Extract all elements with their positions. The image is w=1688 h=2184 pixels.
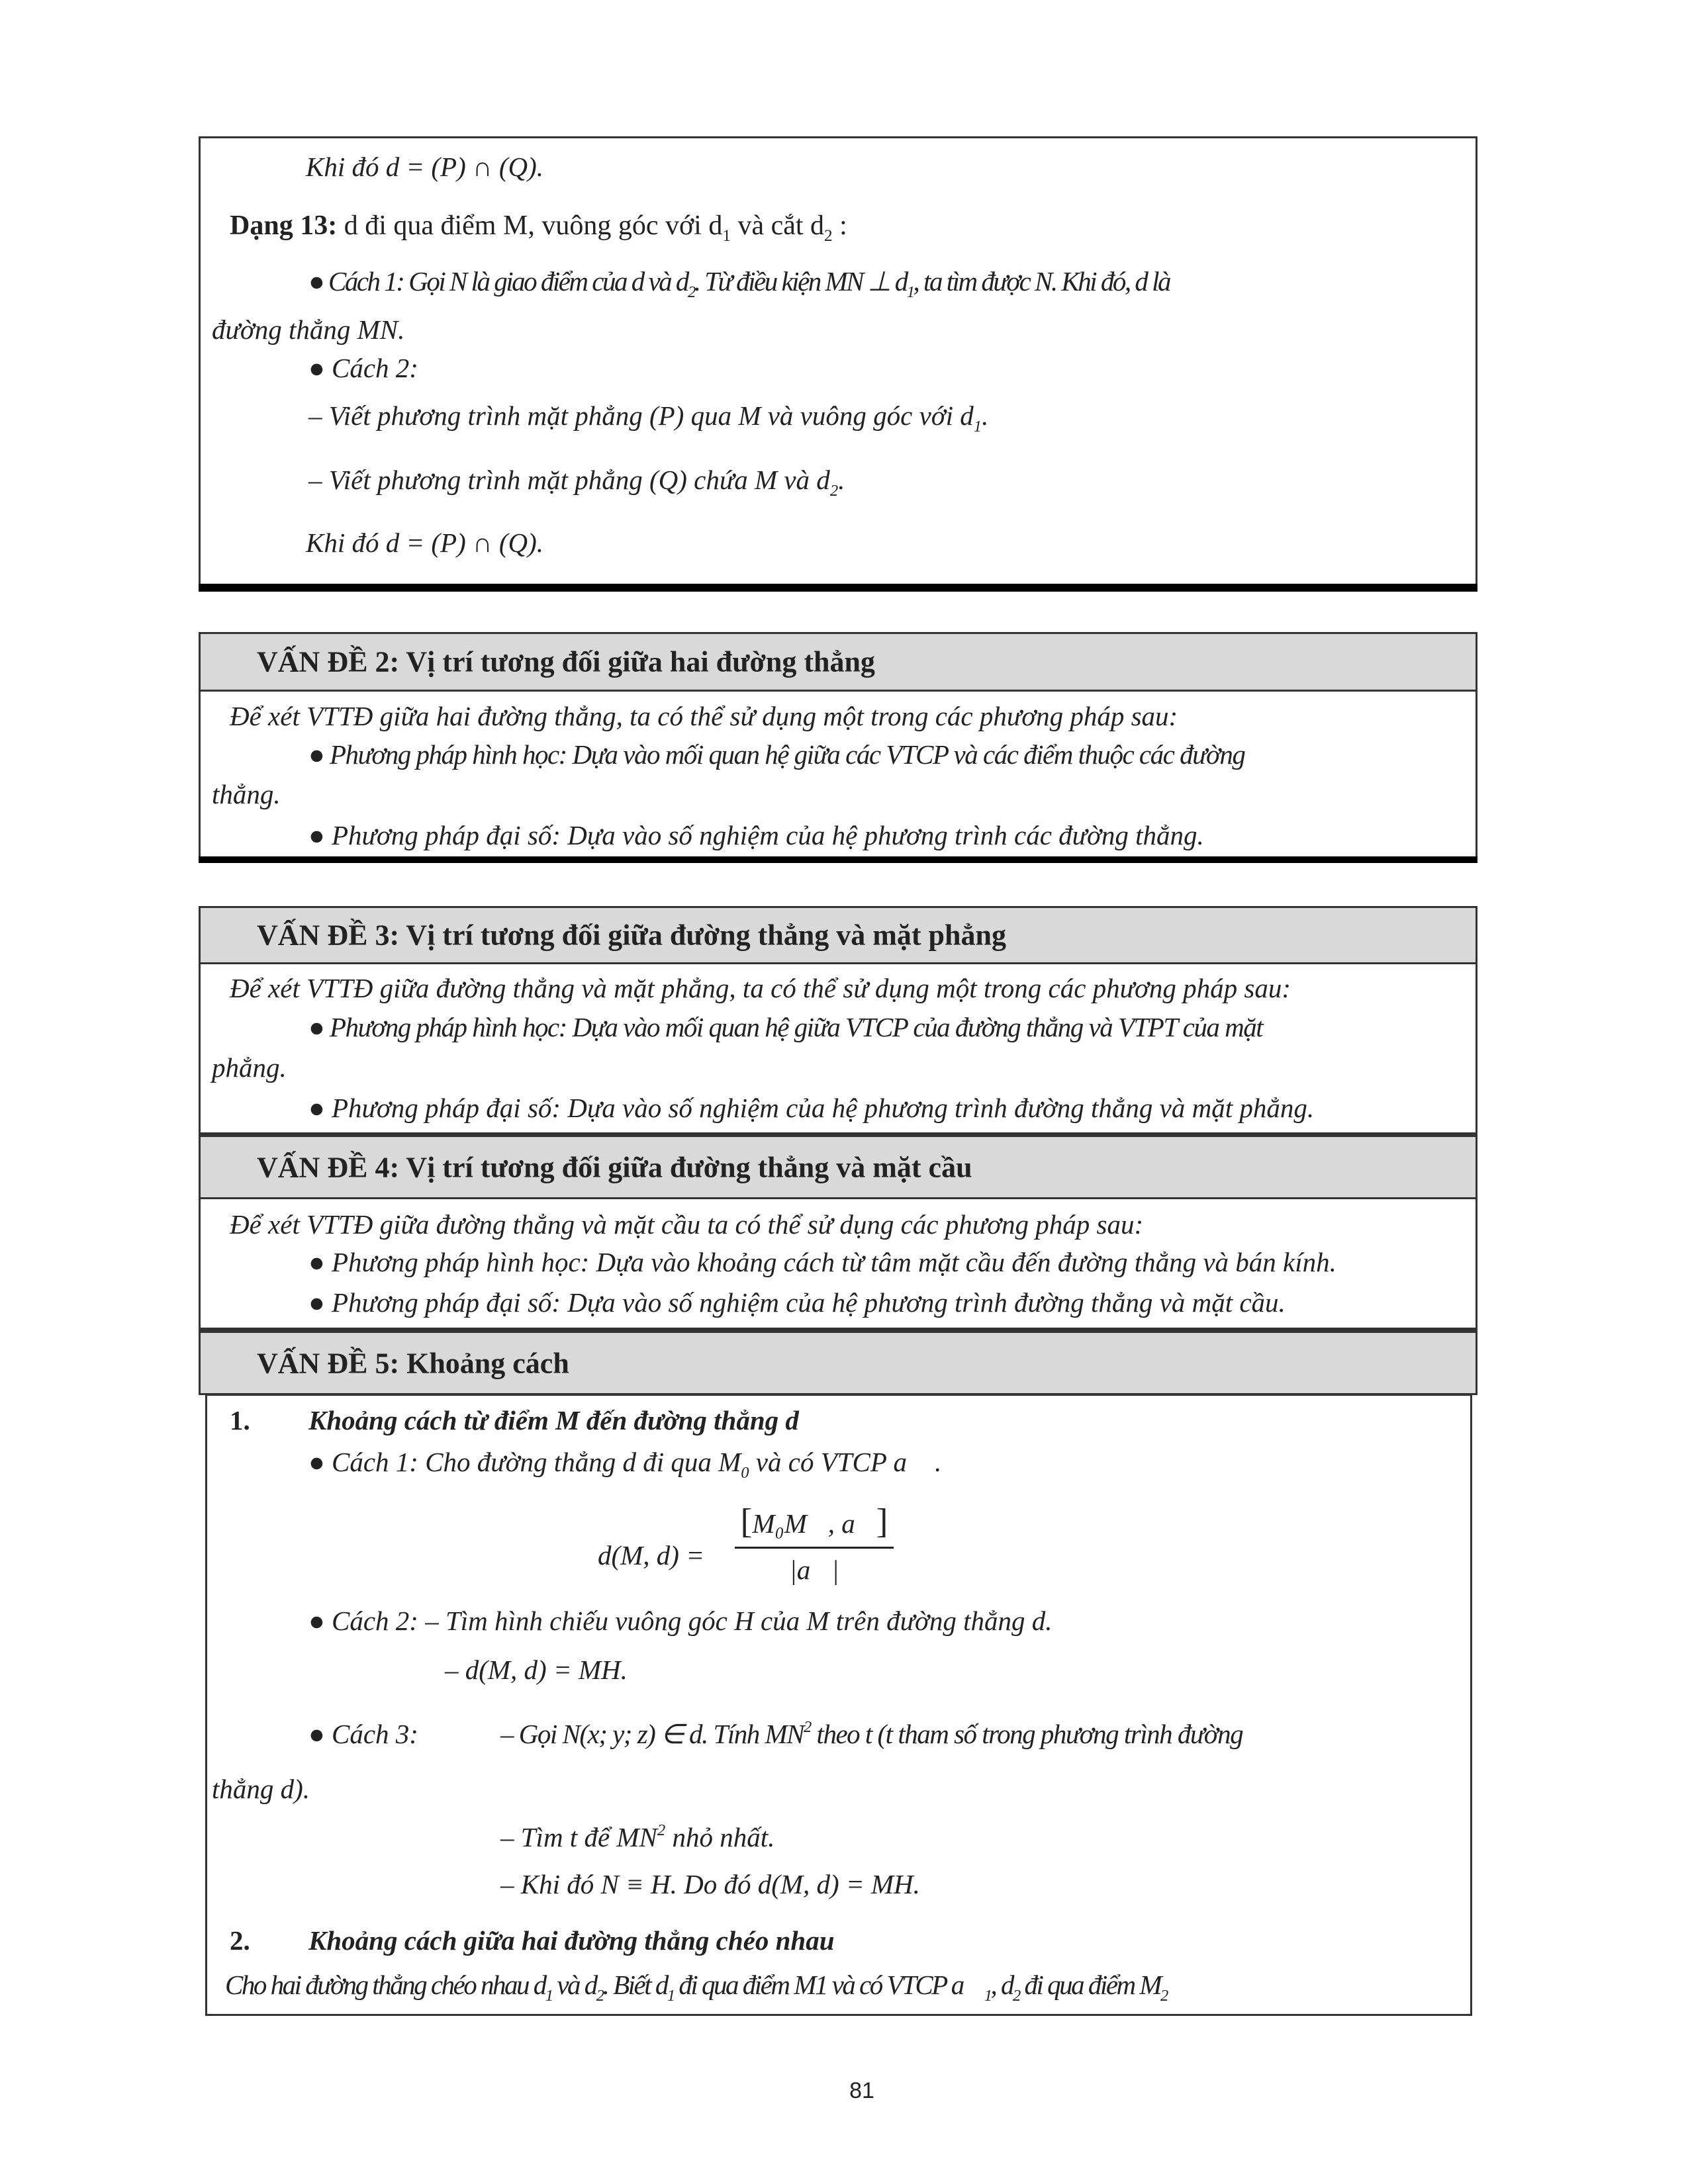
- text-segment: d đi qua điểm M, vuông góc với d: [337, 210, 723, 241]
- text-segment: đi qua điểm M: [1019, 1970, 1161, 2000]
- text-line: [230, 703, 1178, 730]
- text-segment: và có VTCP a⃗ .: [749, 1447, 942, 1477]
- section-5-header: [199, 1328, 1477, 1395]
- subscript: 1: [973, 417, 982, 435]
- text-line: [230, 975, 1291, 1002]
- text-line: [308, 1095, 1314, 1122]
- text-segment: Cho hai đường thẳng chéo nhau d: [225, 1970, 545, 2000]
- parenthesized-expression: (Q): [498, 152, 537, 182]
- text-segment: .: [536, 527, 544, 558]
- text-segment: đường thẳng MN.: [212, 314, 405, 345]
- text-segment: đi qua điểm M1 và có VTCP a⃗: [673, 1970, 984, 2000]
- section-4-title: VẤN ĐỀ 4: Vị trí tương đối giữa đường thẳng và mặt cầu: [257, 1151, 972, 1183]
- page-number: 81: [849, 2078, 874, 2103]
- text-segment: ● Phương pháp đại số: Dựa vào số nghiệm của hệ phương trình đường thẳng và mặt cầu.: [308, 1287, 1286, 1318]
- text-segment: phẳng.: [212, 1052, 287, 1083]
- text-segment: ∩: [465, 152, 499, 182]
- subscript: 2: [829, 481, 839, 500]
- parenthesized-expression: (M, d): [479, 1655, 547, 1685]
- section-3-header: [199, 906, 1477, 964]
- text-segment: .: [982, 400, 989, 431]
- parenthesized-expression: (x; y; z): [579, 1719, 655, 1750]
- text-segment: ● Cách 3:: [308, 1719, 418, 1749]
- text-segment: Để xét VTTĐ giữa đường thẳng và mặt cầu ta có thể sử dụng các phương pháp sau:: [230, 1209, 1144, 1240]
- section-2-title: VẤN ĐỀ 2: Vị trí tương đối giữa hai đường thẳng: [257, 645, 875, 678]
- text-line: [308, 1249, 1336, 1276]
- divider-bar: [199, 584, 1477, 592]
- parenthesized-expression: (P): [431, 152, 466, 182]
- text-segment: , ta tìm được N. Khi đó, d là: [913, 266, 1170, 296]
- superscript: 2: [657, 1821, 666, 1839]
- section-2-header: [199, 632, 1477, 692]
- parenthesized-expression: (M, d): [771, 1869, 839, 1899]
- text-line: [308, 467, 845, 499]
- text-segment: ● Cách 2: – Tìm hình chiếu vuông góc H của M trên đường thẳng d.: [308, 1606, 1053, 1636]
- text-line: [308, 1608, 1052, 1635]
- text-segment: ● Cách 1: Cho đường thẳng d đi qua M: [308, 1447, 741, 1477]
- item-1-number: 1.: [230, 1405, 250, 1435]
- text-line: [500, 1823, 774, 1851]
- text-line: [212, 316, 404, 343]
- divider-bar: [199, 856, 1477, 863]
- text-line: [225, 1972, 1167, 2004]
- bracket-close: ]: [876, 1502, 888, 1541]
- text-segment: . Biết d: [602, 1970, 667, 2000]
- text-segment: theo t (t tham số trong phương trình đường: [810, 1719, 1243, 1750]
- subscript: 2: [596, 1986, 603, 2005]
- text-segment: ● Phương pháp đại số: Dựa vào số nghiệm của hệ phương trình các đường thẳng.: [308, 820, 1204, 850]
- text-segment: .: [536, 152, 544, 182]
- section-5-title: VẤN ĐỀ 5: Khoảng cách: [257, 1347, 569, 1379]
- text-segment: ● Cách 2:: [308, 353, 418, 383]
- text-segment: và d: [551, 1970, 596, 2000]
- text-segment: ● Phương pháp đại số: Dựa vào số nghiệm của hệ phương trình đường thẳng và mặt phẳng.: [308, 1093, 1315, 1123]
- text-segment: = MH.: [546, 1655, 628, 1685]
- text-segment: ● Cách 1: Gọi N là giao điểm của d và d: [308, 266, 688, 296]
- text-segment: – Tìm t để MN: [500, 1822, 657, 1853]
- subscript: 2: [824, 227, 833, 246]
- section-4-header: [199, 1133, 1477, 1199]
- item-1-title: [308, 1407, 799, 1434]
- subscript: 0: [741, 1463, 749, 1482]
- text-line: [212, 1776, 310, 1803]
- text-line: [230, 1211, 1143, 1238]
- text-segment: chứa M và d: [686, 465, 830, 495]
- superscript: 2: [804, 1718, 811, 1736]
- text-segment: Để xét VTTĐ giữa đường thẳng và mặt phẳng, ta có thể sử dụng một trong các phương pháp sau:: [230, 973, 1291, 1003]
- text-segment: Để xét VTTĐ giữa hai đường thẳng, ta có thể sử dụng một trong các phương pháp sau:: [230, 701, 1178, 731]
- text-line: [308, 355, 418, 382]
- text-segment: – Khi đó N ≡ H. Do đó d: [500, 1869, 772, 1899]
- text-segment: qua M và vuông góc với d: [684, 400, 974, 431]
- text-segment: ● Phương pháp hình học: Dựa vào mối quan hệ giữa các VTCP và các điểm thuộc các đường: [308, 739, 1245, 770]
- text-line: [212, 781, 281, 808]
- text-line: [308, 1289, 1286, 1316]
- text-segment: – d: [445, 1655, 479, 1685]
- text-segment: thẳng d).: [212, 1774, 310, 1804]
- subscript: 1: [906, 283, 914, 301]
- text-line: [308, 268, 1170, 300]
- text-segment: thẳng.: [212, 779, 281, 809]
- subscript: 2: [687, 283, 694, 301]
- subscript: 2: [1160, 1986, 1167, 2005]
- text-line: [308, 402, 988, 435]
- text-segment: Khoảng cách từ điểm M đến đường thẳng d: [308, 1405, 799, 1435]
- text-segment: Khi đó d =: [306, 527, 432, 558]
- text-segment: = MH.: [839, 1869, 920, 1899]
- parenthesized-expression: (Q): [649, 465, 687, 495]
- section-3-title: VẤN ĐỀ 3: Vị trí tương đối giữa đường thẳng và mặt phẳng: [257, 919, 1006, 952]
- formula-lhs: d(M, d) =: [598, 1540, 704, 1570]
- text-line: [306, 529, 543, 557]
- text-line: [212, 1054, 287, 1081]
- section-5-box: [205, 1394, 1472, 2016]
- text-segment: – Viết phương trình mặt phẳng: [308, 465, 649, 495]
- cross-product: M₀M⃗, a⃗: [752, 1508, 876, 1539]
- text-segment: ∈ d. Tính MN: [655, 1719, 804, 1750]
- subscript: 1: [722, 227, 731, 246]
- subscript: 1: [667, 1986, 674, 2005]
- formula-denominator: |a⃗|: [789, 1555, 839, 1585]
- text-line: [308, 1721, 418, 1748]
- parenthesized-expression: (P): [431, 527, 466, 558]
- distance-formula-fraction: [735, 1497, 894, 1586]
- text-segment: Khi đó d =: [306, 152, 432, 182]
- item-2-title: [308, 1927, 835, 1954]
- text-segment: – Gọi N: [500, 1719, 580, 1750]
- text-line: [308, 1014, 1262, 1041]
- item-2-number: 2.: [230, 1925, 250, 1956]
- formula-numerator: [735, 1497, 894, 1549]
- text-segment: – Viết phương trình mặt phẳng: [308, 400, 649, 431]
- bold-label: Dạng 13:: [230, 210, 338, 241]
- text-segment: nhỏ nhất.: [665, 1822, 775, 1853]
- parenthesized-expression: (P): [649, 400, 684, 431]
- text-segment: ● Phương pháp hình học: Dựa vào khoảng cách từ tâm mặt cầu đến đường thẳng và bán kính.: [308, 1247, 1336, 1277]
- text-line: [308, 1449, 941, 1481]
- text-line: [308, 822, 1204, 849]
- text-segment: Khoảng cách giữa hai đường thẳng chéo nhau: [308, 1925, 835, 1956]
- text-segment: . Từ điều kiện MN ⊥ d: [694, 266, 907, 296]
- text-segment: .: [838, 465, 845, 495]
- subscript: 2: [1012, 1986, 1019, 2005]
- text-line: [308, 741, 1244, 768]
- subscript: 1: [984, 1986, 991, 2005]
- text-segment: ● Phương pháp hình học: Dựa vào mối quan hệ giữa VTCP của đường thẳng và VTPT của mặt: [308, 1012, 1263, 1042]
- text-segment: ∩: [465, 527, 499, 558]
- text-segment: :: [832, 210, 847, 241]
- text-segment: và cắt d: [730, 210, 825, 241]
- subscript: 1: [545, 1986, 552, 2005]
- dang-13-heading: [230, 212, 847, 244]
- text-line: [306, 154, 543, 181]
- text-line: [500, 1871, 920, 1898]
- text-line: [445, 1657, 628, 1684]
- text-segment: , d: [990, 1970, 1013, 2000]
- bracket-open: [: [740, 1502, 753, 1541]
- parenthesized-expression: (Q): [498, 527, 537, 558]
- text-line: [500, 1719, 1243, 1748]
